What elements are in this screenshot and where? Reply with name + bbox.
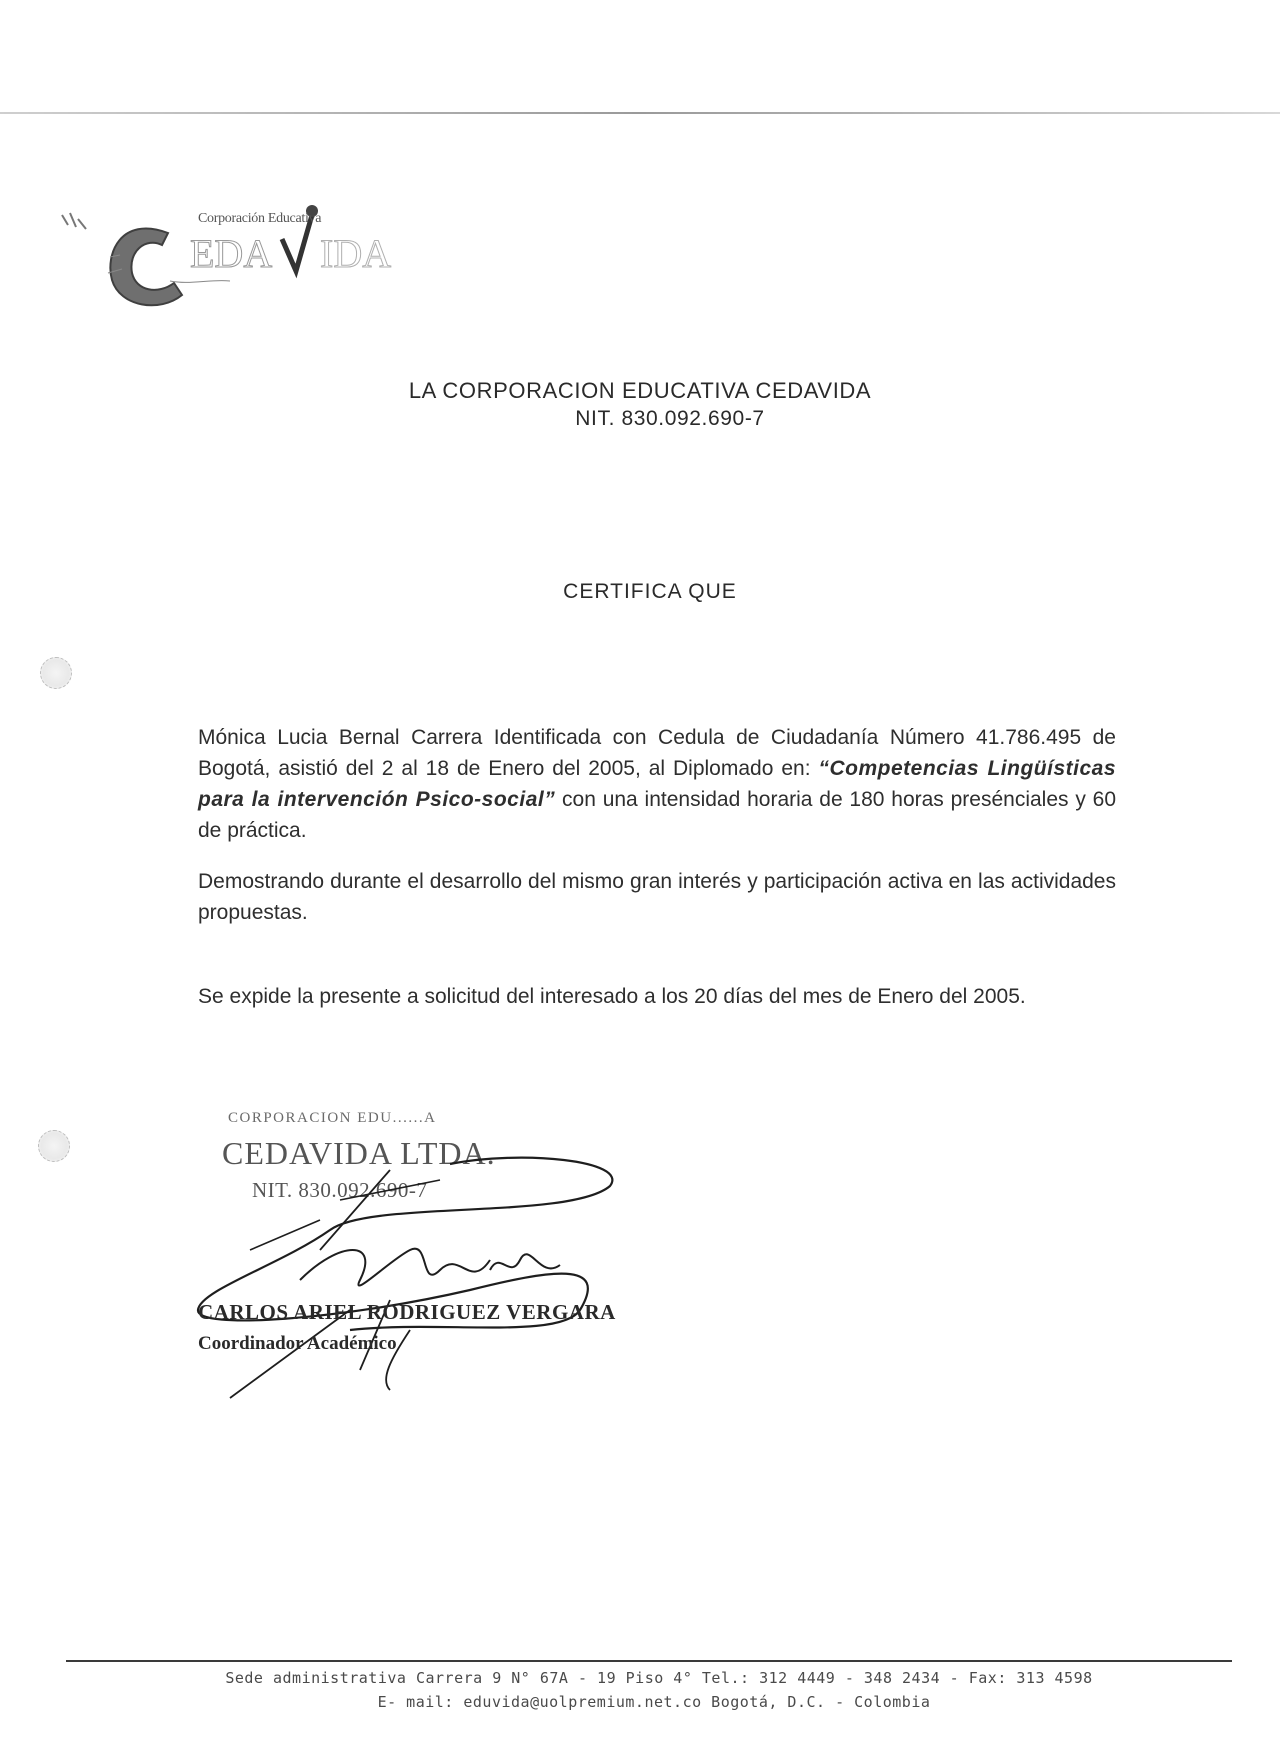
stamp-nit: NIT. 830.092.690-7 [252, 1178, 428, 1202]
scan-edge-line [0, 112, 1280, 114]
organization-nit: NIT. 830.092.690-7 [575, 407, 765, 430]
signer-name: CARLOS ARIEL RODRIGUEZ VERGARA [198, 1300, 616, 1324]
stamp-company-name: CEDAVIDA LTDA. [222, 1135, 496, 1171]
footer-divider [66, 1660, 1232, 1662]
signer-role: Coordinador Académico [198, 1333, 397, 1354]
punch-hole-mark [40, 657, 72, 689]
course-title: “Competencias Lingüísticas para la intervención Psico-social” [198, 757, 1116, 811]
logo-caption: Corporación Educativa [198, 211, 322, 226]
paragraph-1-intro: Mónica Lucia Bernal Carrera Identificada con Cedula de Ciudadanía Número 41.786.495 de Bogotá, asistió del 2 al 18 de Enero del 2005, al Diplomado en: [198, 726, 1116, 780]
organization-title: LA CORPORACION EDUCATIVA CEDAVIDA [408, 378, 872, 403]
certificate-paragraph-2: Demostrando durante el desarrollo del mismo gran interés y participación activa en las actividades propuestas. [198, 870, 1116, 924]
certificate-paragraph-3: Se expide la presente a solicitud del interesado a los 20 días del mes de Enero del 2005. [198, 985, 1026, 1008]
punch-hole-mark [38, 1130, 70, 1162]
footer-address: Sede administrativa Carrera 9 N° 67A - 19 Piso 4° Tel.: 312 4449 - 348 2434 - Fax: 313 4598 [225, 1669, 1093, 1687]
paragraph-1-hours: con una intensidad horaria de 180 horas presénciales y 60 de práctica. [198, 788, 1116, 842]
certifica-heading: CERTIFICA QUE [563, 580, 737, 603]
handwritten-signature [190, 1140, 670, 1400]
stamp-organization: CORPORACION EDU......A [228, 1110, 437, 1126]
certificate-paragraph-1 [198, 722, 1116, 846]
svg-text:EDA: EDA [190, 231, 273, 276]
cedavida-logo [50, 195, 470, 325]
svg-text:IDA: IDA [320, 231, 392, 276]
footer-contact: E- mail: eduvida@uolpremium.net.co Bogotá, D.C. - Colombia [377, 1693, 931, 1711]
